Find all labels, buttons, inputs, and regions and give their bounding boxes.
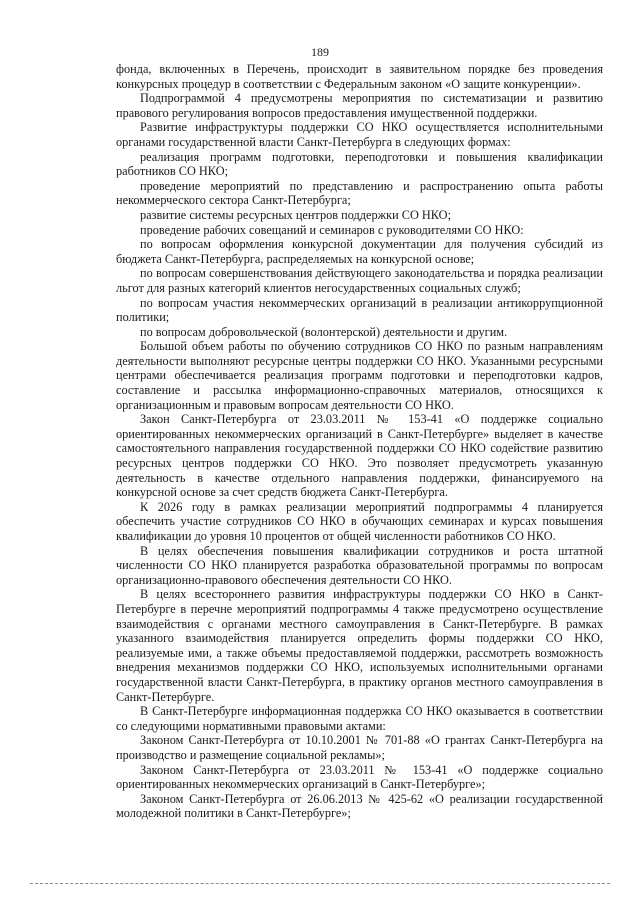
paragraph: В целях обеспечения повышения квалификации сотрудников и роста штатной численности СО НКО планируется разработка образовательной программы по вопросам организационно-правового обеспечения деятельности СО НКО. [116,543,603,587]
paragraph: В целях всестороннего развития инфраструктуры поддержки СО НКО в Санкт-Петербурге в перечне мероприятий подпрограммы 4 также предусмотрено осуществление взаимодействия с органами местного самоуправления в Санкт-Петербурге. В рамках указанного взаимодействия планируется определить формы поддержки СО НКО, реализуемые ими, а также объемы предоставляемой поддержки, рассмотреть возможность внедрения механизмов поддержки СО НКО, используемых исполнительными органами государственной власти Санкт-Петербурга, в практику органов местного самоуправления в Санкт-Петербурге. [116,587,603,704]
list-item: по вопросам добровольческой (волонтерской) деятельности и другим. [140,324,508,339]
list-item: развитие системы ресурсных центров поддержки СО НКО; [140,207,451,222]
paragraph: Большой объем работы по обучению сотрудников СО НКО по разным направлениям деятельности выполняют ресурсные центры поддержки СО НКО. Указанными ресурсными центрами обеспечивается реализация программ подготовки и переподготовки кадров, составление и рассылка информационно-справочных материалов, относящихся к организационным и правовым вопросам деятельности СО НКО. [116,339,603,412]
paragraph: Подпрограммой 4 предусмотрены мероприятия по систематизации и развитию правового регулирования вопросов предоставления имущественной поддержки. [116,91,603,120]
list-item: по вопросам совершенствования действующего законодательства и порядка реализации льгот для разных категорий клиентов негосударственных социальных служб; [116,266,603,295]
page-number: 189 [311,45,329,59]
paragraph: К 2026 году в рамках реализации мероприятий подпрограммы 4 планируется обеспечить участие сотрудников СО НКО в обучающих семинарах и курсах повышения квалификации до уровня 10 процентов от общей численности работников СО НКО. [116,499,603,543]
document-body [116,62,603,821]
paragraph: Развитие инфраструктуры поддержки СО НКО осуществляется исполнительными органами государственной власти Санкт-Петербурга в следующих формах: [116,120,603,149]
list-item: Законом Санкт-Петербурга от 26.06.2013 № 425-62 «О реализации государственной молодежной политики в Санкт-Петербурге»; [116,791,603,821]
list-item: реализация программ подготовки, переподготовки и повышения квалификации работников СО НКО; [116,149,603,179]
list-item: по вопросам оформления конкурсной документации для получения субсидий из бюджета Санкт-Петербурга, распределяемых на конкурсной основе; [116,237,603,266]
list-item: Законом Санкт-Петербурга от 10.10.2001 № 701-88 «О грантах Санкт-Петербурга на производство и размещение социальной рекламы»; [116,733,603,762]
list-item: проведение мероприятий по представлению и распространению опыта работы некоммерческого сектора Санкт-Петербурга; [116,178,603,208]
list-item: Законом Санкт-Петербурга от 23.03.2011 № 153-41 «О поддержке социально ориентированных некоммерческих организаций в Санкт-Петербурге»; [116,762,603,792]
paragraph: В Санкт-Петербурге информационная поддержка СО НКО оказывается в соответствии со следующими нормативными правовыми актами: [116,704,603,733]
footer-divider [30,883,610,884]
list-item: по вопросам участия некоммерческих организаций в реализации антикоррупционной политики; [116,295,603,325]
paragraph: Закон Санкт-Петербурга от 23.03.2011 № 153-41 «О поддержке социально ориентированных некоммерческих организаций в Санкт-Петербурге» выделяет в качестве самостоятельного направления государственной поддержки СО НКО содействие развитию ресурсных центров поддержки СО НКО. Это позволяет предусмотреть указанную деятельность в качестве отдельного направления поддержки, финансируемого на конкурсной основе за счет средств бюджета Санкт-Петербурга. [116,412,603,500]
list-item: проведение рабочих совещаний и семинаров с руководителями СО НКО: [140,222,524,237]
paragraph: фонда, включенных в Перечень, происходит в заявительном порядке без проведения конкурсных процедур в соответствии с Федеральным законом «О защите конкуренции». [116,62,603,91]
